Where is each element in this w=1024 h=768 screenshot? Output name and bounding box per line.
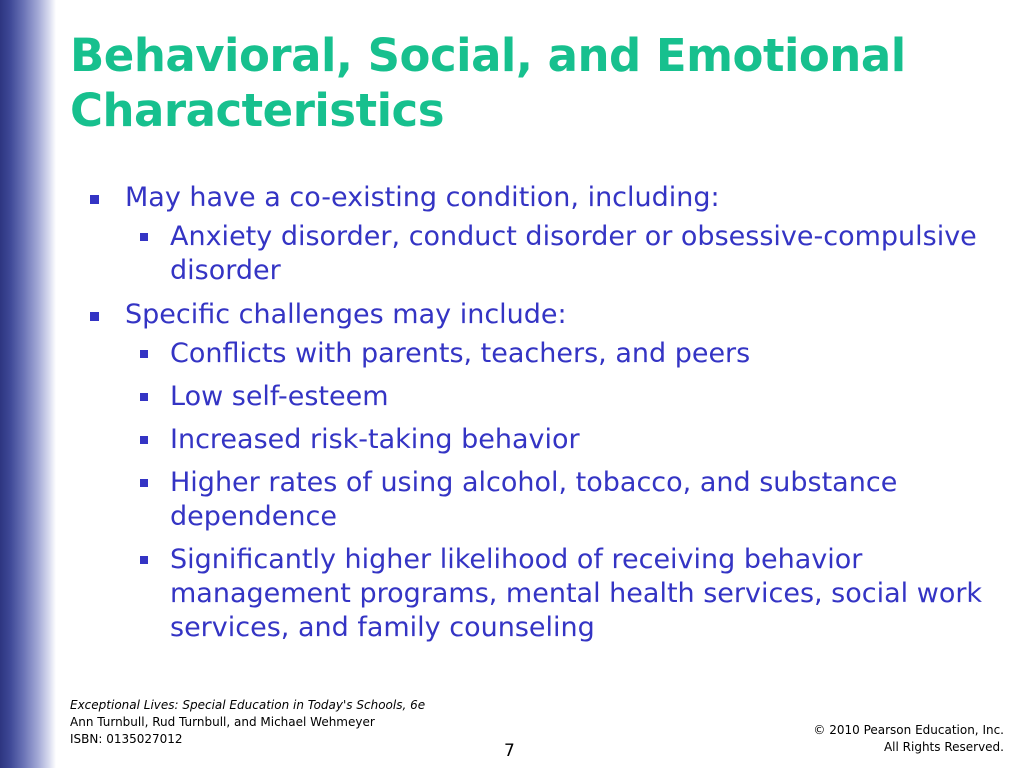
bullet-item — [88, 297, 988, 645]
book-title: Exceptional Lives: Special Education in Today's Schools, 6e — [70, 698, 426, 712]
decorative-side-bar — [0, 0, 56, 768]
sub-bullet-item — [88, 337, 988, 371]
rights-text: All Rights Reserved. — [883, 740, 1004, 754]
sub-bullet-list — [125, 337, 988, 645]
slide-content — [88, 180, 988, 654]
sub-bullet-item — [88, 380, 988, 414]
slide-title: Behavioral, Social, and Emotional Characteristics — [70, 29, 906, 137]
book-citation — [70, 697, 425, 748]
sub-bullet-text: Increased risk-taking behavior — [170, 424, 580, 455]
bullet-item — [88, 180, 988, 288]
book-isbn: ISBN: 0135027012 — [70, 732, 183, 746]
square-bullet-icon — [140, 350, 148, 358]
sub-bullet-list — [125, 220, 988, 288]
bullet-text: May have a co-existing condition, including: — [125, 182, 720, 213]
book-authors: Ann Turnbull, Rud Turnbull, and Michael Wehmeyer — [70, 715, 375, 729]
square-bullet-icon — [90, 312, 99, 321]
square-bullet-icon — [140, 436, 148, 444]
sub-bullet-text: Conflicts with parents, teachers, and peers — [170, 338, 751, 369]
sub-bullet-item — [88, 466, 988, 534]
square-bullet-icon — [140, 233, 148, 241]
sub-bullet-text: Higher rates of using alcohol, tobacco, and substance dependence — [170, 467, 898, 532]
sub-bullet-text: Significantly higher likelihood of receiving behavior management programs, mental health services, social work services, and family counseling — [170, 544, 983, 643]
square-bullet-icon — [140, 393, 148, 401]
copyright-notice — [813, 722, 1004, 756]
page-number: 7 — [504, 741, 515, 761]
sub-bullet-item — [88, 423, 988, 457]
sub-bullet-text: Low self-esteem — [170, 381, 389, 412]
sub-bullet-item — [88, 543, 988, 645]
sub-bullet-item — [88, 220, 988, 288]
bullet-text: Specific challenges may include: — [125, 299, 567, 330]
square-bullet-icon — [90, 195, 99, 204]
bullet-list — [88, 180, 988, 645]
square-bullet-icon — [140, 556, 148, 564]
copyright-text: © 2010 Pearson Education, Inc. — [813, 723, 1004, 737]
sub-bullet-text: Anxiety disorder, conduct disorder or obsessive-compulsive disorder — [170, 221, 977, 286]
square-bullet-icon — [140, 479, 148, 487]
